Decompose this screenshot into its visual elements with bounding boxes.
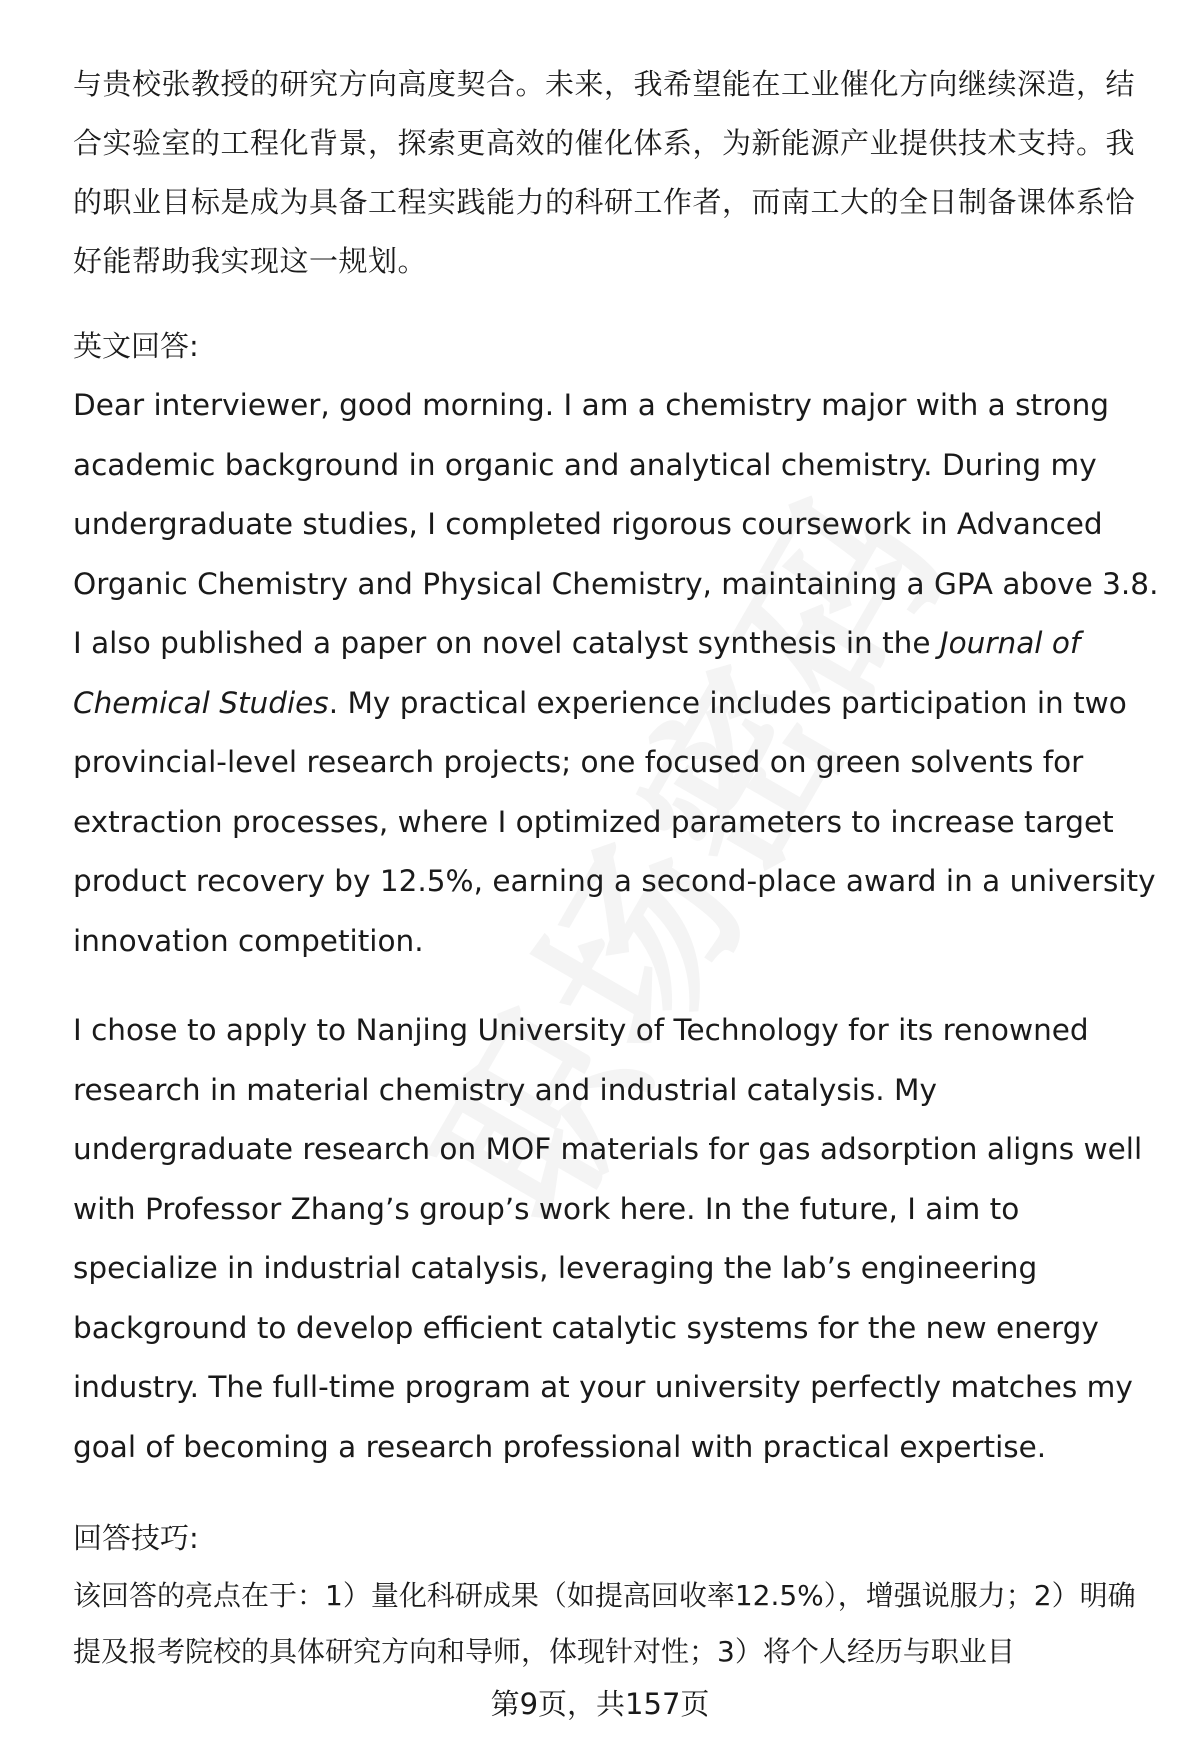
english-answer-label: 英文回答: — [73, 329, 199, 363]
tips-text: 该回答的亮点在于：1）量化科研成果（如提高回收率12.5%），增强说服力；2）明确提及报考院校的具体研究方向和导师，体现针对性；3）将个人经历与职业目 — [73, 1579, 1136, 1668]
journal-title: Journal of Chemical Studies — [73, 626, 1081, 720]
chinese-answer-tail: 与贵校张教授的研究方向高度契合。未来，我希望能在工业催化方向继续深造，结合实验室的工程化背景，探索更高效的催化体系，为新能源产业提供技术支持。我的职业目标是成为具备工程实践能力的科研工作者，而南工大的全日制备课体系恰好能帮助我实现这一规划。 — [73, 67, 1136, 278]
english-answer-paragraph-1 — [73, 376, 1163, 971]
tips-label: 回答技巧: — [73, 1521, 199, 1555]
english-p1-part-b: . My practical experience includes participation in two provincial-level research projects; one focused on green solvents for extraction processes, where I optimized parameters to increase target product recovery by 12.5%, earning a second-place award in a university innovation competition. — [73, 685, 1156, 958]
page-content — [73, 55, 1163, 1680]
english-answer-paragraph-2: I chose to apply to Nanjing University of Technology for its renowned research in material chemistry and industrial catalysis. My undergraduate research on MOF materials for gas adsorption aligns well with Professor Zhang’s group’s work here. In the future, I aim to specialize in industrial catalysis, leveraging the lab’s engineering background to develop efficient catalytic systems for the new energy industry. The full-time program at your university perfectly matches my goal of becoming a research professional with practical expertise. — [73, 1013, 1143, 1464]
english-p1-part-a: Dear interviewer, good morning. I am a chemistry major with a strong academic background in organic and analytical chemistry. During my undergraduate studies, I completed rigorous coursework in Advanced Organic Chemistry and Physical Chemistry, maintaining a GPA above 3.8. I also published a paper on novel catalyst synthesis in the — [73, 388, 1159, 660]
page-footer: 第9页，共157页 — [490, 1687, 710, 1721]
